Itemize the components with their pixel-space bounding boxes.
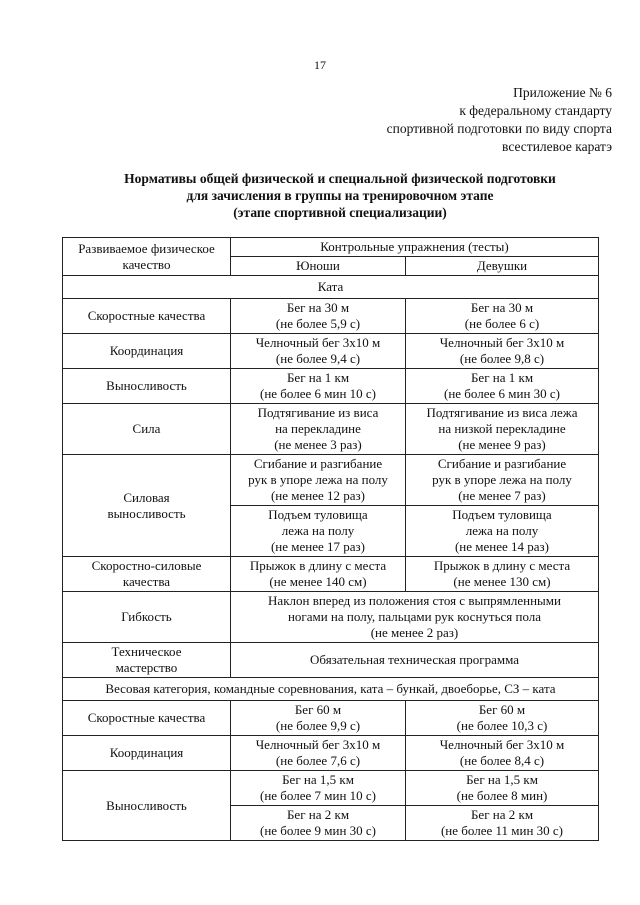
quality-cell — [63, 557, 231, 592]
cell-text-line: Прыжок в длину с места — [249, 558, 387, 573]
cell-text-line: (не более 6 мин 10 с) — [259, 386, 377, 401]
cell-text-line: Бег 60 м — [294, 702, 342, 717]
header-tests: Контрольные упражнения (тесты) — [231, 238, 599, 257]
cell-text-line: Подъем туловища — [268, 507, 368, 522]
table-row — [63, 771, 599, 806]
boys-cell — [231, 404, 406, 455]
appendix-line: к федеральному стандарту — [459, 103, 612, 118]
girls-cell — [406, 771, 599, 806]
header-girls: Девушки — [406, 257, 599, 276]
cell-text-line: (не более 11 мин 30 с) — [440, 823, 564, 838]
section-kata: Ката — [63, 276, 599, 299]
cell-text-line: (не менее 130 см) — [453, 574, 551, 589]
cell-text-line: (не более 9,9 с) — [275, 718, 361, 733]
shared-cell: Обязательная техническая программа — [231, 643, 599, 678]
cell-text-line: Бег на 1,5 км — [466, 772, 538, 787]
cell-text-line: Прыжок в длину с места — [433, 558, 571, 573]
cell-text-line: рук в упоре лежа на полу — [432, 472, 572, 487]
cell-text-line: (не более 6 мин 30 с) — [443, 386, 561, 401]
cell-text-line: (не менее 12 раз) — [270, 488, 366, 503]
boys-cell — [231, 806, 406, 841]
quality-cell: Выносливость — [63, 369, 231, 404]
quality-cell — [63, 455, 231, 557]
cell-text-line: Подтягивание из виса лежа — [426, 405, 578, 420]
girls-cell — [406, 701, 599, 736]
table-row — [63, 557, 599, 592]
cell-text-line: Сгибание и разгибание — [253, 456, 383, 471]
boys-cell — [231, 455, 406, 506]
boys-cell — [231, 334, 406, 369]
boys-cell — [231, 557, 406, 592]
cell-text-line: Бег на 1 км — [286, 370, 350, 385]
girls-cell — [406, 369, 599, 404]
cell-text-line: мастерство — [115, 660, 178, 675]
girls-cell — [406, 404, 599, 455]
boys-cell — [231, 736, 406, 771]
cell-text-line: на перекладине — [275, 421, 361, 436]
cell-text-line: (не менее 3 раз) — [274, 437, 362, 452]
shared-cell — [231, 592, 599, 643]
cell-text-line: (не менее 140 см) — [269, 574, 367, 589]
cell-text-line: рук в упоре лежа на полу — [248, 472, 388, 487]
document-title — [40, 170, 640, 221]
norms-table — [62, 237, 599, 841]
cell-text-line: Силовая — [123, 489, 170, 505]
quality-cell: Координация — [63, 736, 231, 771]
appendix-line: всестилевое каратэ — [502, 139, 612, 154]
quality-cell: Гибкость — [63, 592, 231, 643]
cell-text-line: Сгибание и разгибание — [437, 456, 567, 471]
header-boys: Юноши — [231, 257, 406, 276]
quality-cell: Координация — [63, 334, 231, 369]
cell-text-line: (не менее 7 раз) — [458, 488, 546, 503]
cell-text-line: качества — [122, 574, 171, 589]
table-row — [63, 369, 599, 404]
cell-text-line: Скоростно-силовые — [91, 558, 202, 573]
girls-cell — [406, 334, 599, 369]
cell-text-line: (не менее 2 раз) — [370, 625, 459, 640]
boys-cell — [231, 506, 406, 557]
table-row — [63, 404, 599, 455]
cell-text-line: на низкой перекладине — [438, 421, 566, 436]
cell-text-line: Челночный бег 3х10 м — [439, 737, 565, 752]
cell-text-line: Бег на 2 км — [286, 807, 350, 822]
cell-text-line: (не более 5,9 с) — [275, 316, 361, 331]
cell-text-line: лежа на полу — [465, 523, 539, 538]
appendix-header — [387, 84, 612, 156]
title-line: для зачисления в группы на тренировочном этапе — [186, 188, 494, 203]
page-number: 17 — [314, 58, 326, 72]
header-quality: Развиваемое физическое качество — [63, 238, 231, 276]
section-row — [63, 678, 599, 701]
cell-text-line: Челночный бег 3х10 м — [255, 737, 381, 752]
girls-cell — [406, 506, 599, 557]
cell-text-line: Бег 60 м — [478, 702, 526, 717]
girls-cell — [406, 806, 599, 841]
cell-text-line: (не более 7 мин 10 с) — [259, 788, 377, 803]
appendix-line: спортивной подготовки по виду спорта — [386, 121, 612, 136]
cell-text-line: (не менее 14 раз) — [454, 539, 550, 554]
cell-text-line: лежа на полу — [281, 523, 355, 538]
table-row — [63, 299, 599, 334]
quality-cell — [63, 643, 231, 678]
table-header-row — [63, 238, 599, 257]
table-row — [63, 736, 599, 771]
appendix-line: Приложение № 6 — [513, 85, 612, 100]
boys-cell — [231, 369, 406, 404]
cell-text-line: Челночный бег 3х10 м — [439, 335, 565, 350]
quality-cell: Скоростные качества — [63, 299, 231, 334]
girls-cell — [406, 736, 599, 771]
cell-text-line: (не более 10,3 с) — [456, 718, 548, 733]
cell-text-line: Подтягивание из виса — [257, 405, 379, 420]
cell-text-line: (не более 8 мин) — [456, 788, 548, 803]
cell-text-line: (не более 9,8 с) — [459, 351, 545, 366]
girls-cell — [406, 557, 599, 592]
cell-text-line: (не более 6 с) — [464, 316, 540, 331]
cell-text-line: выносливость — [107, 505, 186, 521]
quality-cell: Скоростные качества — [63, 701, 231, 736]
title-line: Нормативы общей физической и специальной физической подготовки — [124, 171, 556, 186]
table-row — [63, 643, 599, 678]
cell-text-line: (не менее 9 раз) — [458, 437, 546, 452]
quality-cell: Сила — [63, 404, 231, 455]
title-line: (этапе спортивной специализации) — [233, 205, 447, 220]
quality-cell: Выносливость — [63, 771, 231, 841]
boys-cell — [231, 299, 406, 334]
cell-text-line: (не более 9 мин 30 с) — [259, 823, 377, 838]
cell-text-line: Бег на 2 км — [470, 807, 534, 822]
cell-text-line: (не менее 17 раз) — [270, 539, 366, 554]
cell-text-line: Подъем туловища — [452, 507, 552, 522]
table-row — [63, 701, 599, 736]
boys-cell — [231, 701, 406, 736]
cell-text-line: (не более 7,6 с) — [275, 753, 361, 768]
table-row — [63, 455, 599, 506]
cell-text-line: Челночный бег 3х10 м — [255, 335, 381, 350]
cell-text-line: Бег на 30 м — [286, 300, 350, 315]
cell-text-line: Техническое — [111, 644, 182, 659]
girls-cell — [406, 299, 599, 334]
cell-text-line: Бег на 1 км — [470, 370, 534, 385]
cell-text-line: (не более 8,4 с) — [459, 753, 545, 768]
cell-text-line: Бег на 30 м — [470, 300, 534, 315]
cell-text-line: Бег на 1,5 км — [282, 772, 354, 787]
cell-text-line: Наклон вперед из положения стоя с выпрямленными — [268, 593, 561, 608]
section-weight-category: Весовая категория, командные соревнования, ката – бункай, двоеборье, СЗ – ката — [63, 678, 599, 701]
table-row — [63, 334, 599, 369]
cell-text-line: (не более 9,4 с) — [275, 351, 361, 366]
cell-text-line: ногами на полу, пальцами рук коснуться пола — [287, 609, 542, 624]
girls-cell — [406, 455, 599, 506]
section-row — [63, 276, 599, 299]
boys-cell — [231, 771, 406, 806]
table-row — [63, 592, 599, 643]
